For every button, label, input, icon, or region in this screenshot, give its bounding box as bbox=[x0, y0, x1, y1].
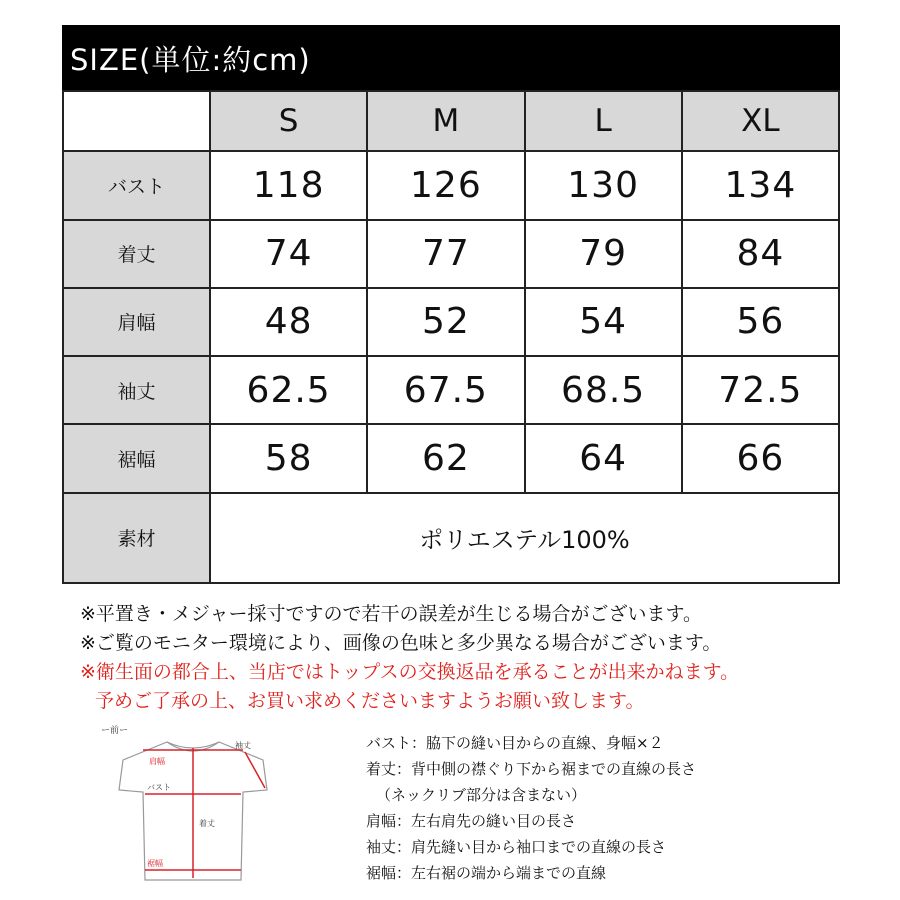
row-label-bust: バスト bbox=[63, 151, 210, 219]
definition-sleeve: 袖丈：肩先縫い目から袖口までの直線の長さ bbox=[366, 838, 667, 856]
diagram-label-hem: 裾幅 bbox=[147, 859, 163, 868]
table-cell: 130 bbox=[525, 151, 682, 219]
table-row bbox=[63, 424, 839, 492]
size-chart-title: SIZE(単位:約cm) bbox=[62, 25, 840, 91]
table-cell: 79 bbox=[525, 220, 682, 288]
table-cell: 134 bbox=[682, 151, 839, 219]
tshirt-measurement-diagram bbox=[95, 720, 305, 890]
table-cell: 84 bbox=[682, 220, 839, 288]
table-row bbox=[63, 151, 839, 219]
table-row bbox=[63, 356, 839, 424]
measurement-definitions bbox=[366, 730, 696, 886]
table-cell: 67.5 bbox=[367, 356, 524, 424]
size-header-l: L bbox=[525, 91, 682, 151]
table-cell: 54 bbox=[525, 288, 682, 356]
table-cell: 62 bbox=[367, 424, 524, 492]
table-cell: 58 bbox=[210, 424, 367, 492]
size-header-s: S bbox=[210, 91, 367, 151]
table-cell: 48 bbox=[210, 288, 367, 356]
row-label-sleeve: 袖丈 bbox=[63, 356, 210, 424]
row-label-hem: 裾幅 bbox=[63, 424, 210, 492]
table-cell: 66 bbox=[682, 424, 839, 492]
table-row bbox=[63, 220, 839, 288]
table-cell: 72.5 bbox=[682, 356, 839, 424]
note-measurement: ※平置き・メジャー採寸ですので若干の誤差が生じる場合がございます。 bbox=[80, 603, 703, 625]
table-row bbox=[63, 288, 839, 356]
diagram-label-sleeve: 袖丈 bbox=[235, 741, 251, 750]
definition-length: 着丈：背中側の襟ぐり下から裾までの直線の長さ bbox=[366, 760, 697, 778]
table-cell: 56 bbox=[682, 288, 839, 356]
table-cell: 126 bbox=[367, 151, 524, 219]
table-header-row bbox=[63, 91, 839, 151]
diagram-label-length: 着丈 bbox=[199, 819, 215, 828]
table-cell: 74 bbox=[210, 220, 367, 288]
size-header-m: M bbox=[367, 91, 524, 151]
diagram-front-label: ー前ー bbox=[101, 726, 129, 736]
row-label-length: 着丈 bbox=[63, 220, 210, 288]
note-acknowledge: 予めご了承の上、お買い求めくださいますようお願い致します。 bbox=[95, 690, 645, 712]
diagram-label-bust: バスト bbox=[147, 783, 171, 792]
note-color: ※ご覧のモニター環境により、画像の色味と多少異なる場合がございます。 bbox=[80, 632, 722, 654]
definition-shoulder: 肩幅：左右肩先の縫い目の長さ bbox=[366, 812, 577, 830]
table-cell: 62.5 bbox=[210, 356, 367, 424]
diagram-label-shoulder: 肩幅 bbox=[149, 757, 165, 766]
table-cell: 64 bbox=[525, 424, 682, 492]
row-label-shoulder: 肩幅 bbox=[63, 288, 210, 356]
definition-length-note: （ネックリブ部分は含まない） bbox=[376, 786, 587, 804]
material-row bbox=[63, 493, 839, 583]
table-cell: 52 bbox=[367, 288, 524, 356]
size-header-xl: XL bbox=[682, 91, 839, 151]
definition-bust: バスト：脇下の縫い目からの直線、身幅×２ bbox=[366, 734, 664, 752]
note-no-returns: ※衛生面の都合上、当店ではトップスの交換返品を承ることが出来かねます。 bbox=[80, 661, 740, 683]
table-cell: 68.5 bbox=[525, 356, 682, 424]
definition-hem: 裾幅：左右裾の端から端までの直線 bbox=[366, 864, 607, 882]
notes bbox=[80, 600, 880, 716]
size-table bbox=[62, 90, 840, 584]
table-corner-cell bbox=[63, 91, 210, 151]
table-cell: 118 bbox=[210, 151, 367, 219]
material-value: ポリエステル100% bbox=[210, 493, 839, 583]
row-label-material: 素材 bbox=[63, 493, 210, 583]
table-cell: 77 bbox=[367, 220, 524, 288]
